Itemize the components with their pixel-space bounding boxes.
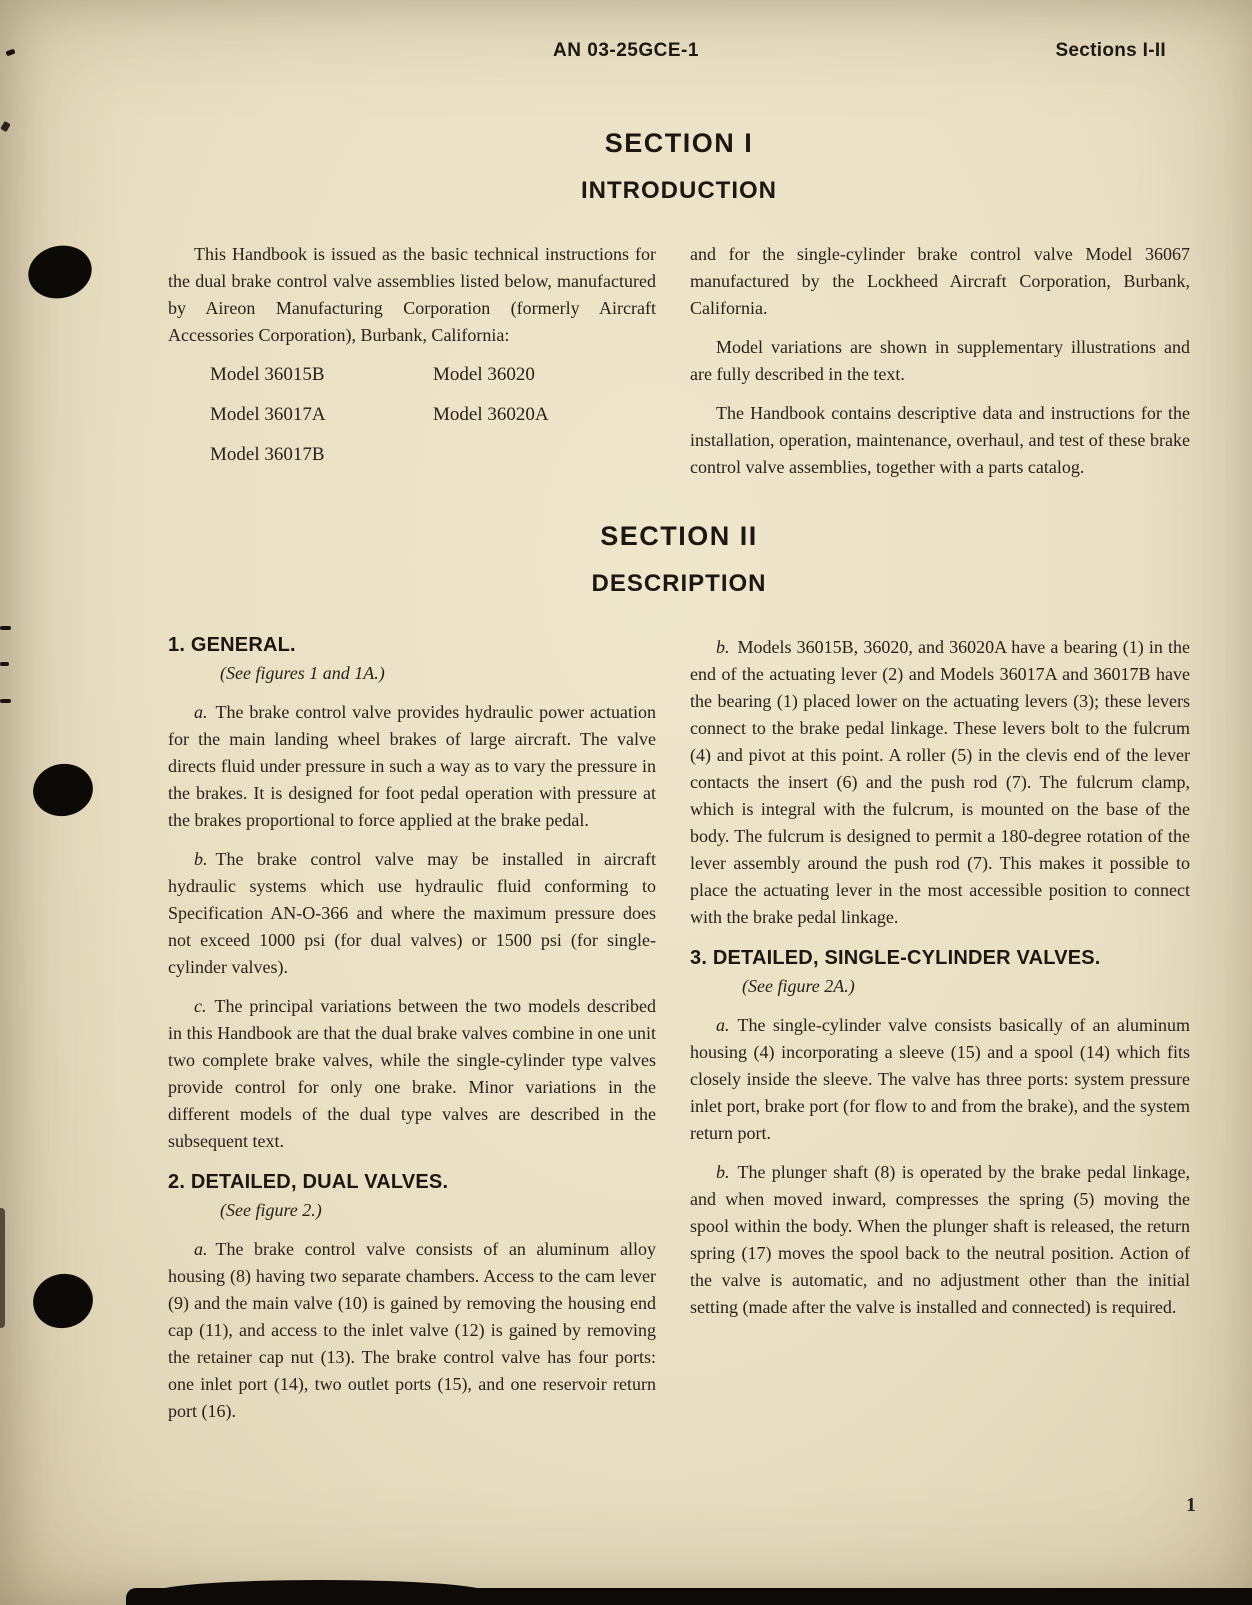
page-number: 1 xyxy=(1186,1494,1196,1516)
paragraph-letter: b. xyxy=(194,849,208,869)
punch-hole xyxy=(29,759,97,821)
scan-edge-mark xyxy=(0,626,11,630)
section-1-subtitle: INTRODUCTION xyxy=(581,177,777,204)
document-number: AN 03-25GCE-1 xyxy=(553,40,699,61)
paragraph-text: The plunger shaft (8) is operated by the brake pedal linkage, and when moved inward, compresses the spring (5) moving the spool within the body. When the plunger shaft is released, the return spring (17) moves the spool back to the neutral position. Action of the valve is automatic, and no adjustment other than the initial setting (made after the valve is installed and connected) is required. xyxy=(690,1162,1190,1317)
page-content xyxy=(168,128,1190,1437)
section-2-subtitle: DESCRIPTION xyxy=(591,570,767,597)
paragraph-text: The brake control valve may be installed in aircraft hydraulic systems which use hydraulic fluid conforming to Specification AN-O-366 and where the maximum pressure does not exceed 1000 psi (for dual valves) or 1500 psi (for single-cylinder valves). xyxy=(168,849,656,977)
section-2-title: SECTION II xyxy=(600,521,758,551)
paragraph xyxy=(168,846,656,981)
paragraph-letter: c. xyxy=(194,996,207,1016)
section-1 xyxy=(168,128,1190,493)
paragraph xyxy=(168,993,656,1155)
figure-reference-note: (See figure 2.) xyxy=(220,1200,322,1220)
paragraph-letter: a. xyxy=(194,1239,208,1259)
scan-edge-mark xyxy=(0,699,11,703)
paragraph xyxy=(690,634,1190,931)
scan-edge-bottom xyxy=(126,1588,1252,1605)
paragraph-text: Models 36015B, 36020, and 36020A have a bearing (1) in the end of the actuating lever (2) and Models 36017A and 36017B have the bearing (1) placed lower on the actuating levers (3); these levers connect to the brake pedal linkage. These levers bolt to the fulcrum (4) and pivot at this point. A roller (5) in the clevis end of the lever contacts the insert (6) and the push rod (7). The fulcrum clamp, which is integral with the fulcrum, is mounted on the base of the body. The fulcrum is designed to permit a 180-degree rotation of the lever assembly around the push rod (7). This makes it possible to place the actuating lever in the most accessible position to connect with the brake pedal linkage. xyxy=(690,637,1190,927)
section-1-right-column xyxy=(690,241,1190,493)
paragraph: This Handbook is issued as the basic technical instructions for the dual brake control valve assemblies listed below, manufactured by Aireon Manufacturing Corporation (formerly Aircraft Accessories Corporation), Burbank, California: xyxy=(168,244,656,345)
paragraph-letter: b. xyxy=(716,637,730,657)
model-item: Model 36017B xyxy=(210,444,325,465)
heading-dual-valves: 2. DETAILED, DUAL VALVES. xyxy=(168,1171,449,1193)
model-list-col2 xyxy=(433,361,656,481)
figure-reference-note: (See figure 2A.) xyxy=(742,976,855,996)
section-1-title: SECTION I xyxy=(604,128,754,158)
section-2-right-column xyxy=(690,634,1190,1333)
paragraph-text: The brake control valve provides hydraulic power actuation for the main landing wheel brakes of large aircraft. The valve directs fluid under pressure in such a way as to vary the pressure in the brakes. It is designed for foot pedal operation with pressure at the brakes proportional to force applied at the brake pedal. xyxy=(168,702,656,830)
heading-single-cylinder-valves: 3. DETAILED, SINGLE-CYLINDER VALVES. xyxy=(690,947,1101,969)
paragraph xyxy=(168,699,656,834)
model-list-col1 xyxy=(210,361,433,481)
paragraph-text: The single-cylinder valve consists basically of an aluminum housing (4) incorporating a sleeve (15) and a spool (14) which fits closely inside the sleeve. The valve has three ports: system pressure inlet port, brake port (for flow to and from the brake), and the system return port. xyxy=(690,1015,1190,1143)
paragraph xyxy=(690,1012,1190,1147)
scan-edge-mark xyxy=(0,1208,5,1328)
paragraph xyxy=(168,1236,656,1425)
paragraph-letter: a. xyxy=(194,702,208,722)
paragraph-text: The principal variations between the two models described in this Handbook are that the dual brake valves combine in one unit two complete brake valves, while the single-cylinder type valves provide control for only one brake. Minor variations in the different models of the dual type valves are described in the subsequent text. xyxy=(168,996,656,1151)
section-2 xyxy=(168,521,1190,1437)
paragraph xyxy=(690,1159,1190,1321)
paragraph: Model variations are shown in supplementary illustrations and are fully described in the text. xyxy=(690,337,1190,384)
model-item: Model 36020 xyxy=(433,364,535,385)
paragraph-letter: b. xyxy=(716,1162,730,1182)
page-header xyxy=(0,40,1252,64)
model-list xyxy=(210,361,656,481)
section-2-left-column xyxy=(168,634,656,1437)
model-item: Model 36017A xyxy=(210,404,326,425)
scan-edge-mark xyxy=(0,121,11,132)
paragraph-letter: a. xyxy=(716,1015,730,1035)
heading-general: 1. GENERAL. xyxy=(168,634,296,656)
figure-reference-note: (See figures 1 and 1A.) xyxy=(220,663,385,683)
model-item: Model 36020A xyxy=(433,404,549,425)
punch-hole xyxy=(28,1268,98,1333)
paragraph: The Handbook contains descriptive data and instructions for the installation, operation, maintenance, overhaul, and test of these brake control valve assemblies, together with a parts catalog. xyxy=(690,403,1190,477)
header-sections-label: Sections I-II xyxy=(1055,40,1166,61)
paragraph: and for the single-cylinder brake control valve Model 36067 manufactured by the Lockheed Aircraft Corporation, Burbank, California. xyxy=(690,244,1190,318)
punch-hole xyxy=(23,239,98,305)
paragraph-text: The brake control valve consists of an aluminum alloy housing (8) having two separate chambers. Access to the cam lever (9) and the main valve (10) is gained by removing the housing end cap (11), and access to the inlet valve (12) is gained by removing the retainer cap nut (13). The brake control valve has four ports: one inlet port (14), two outlet ports (15), and one reservoir return port (16). xyxy=(168,1239,656,1421)
scan-edge-mark xyxy=(0,662,9,666)
section-1-left-column xyxy=(168,241,656,481)
model-item: Model 36015B xyxy=(210,364,325,385)
